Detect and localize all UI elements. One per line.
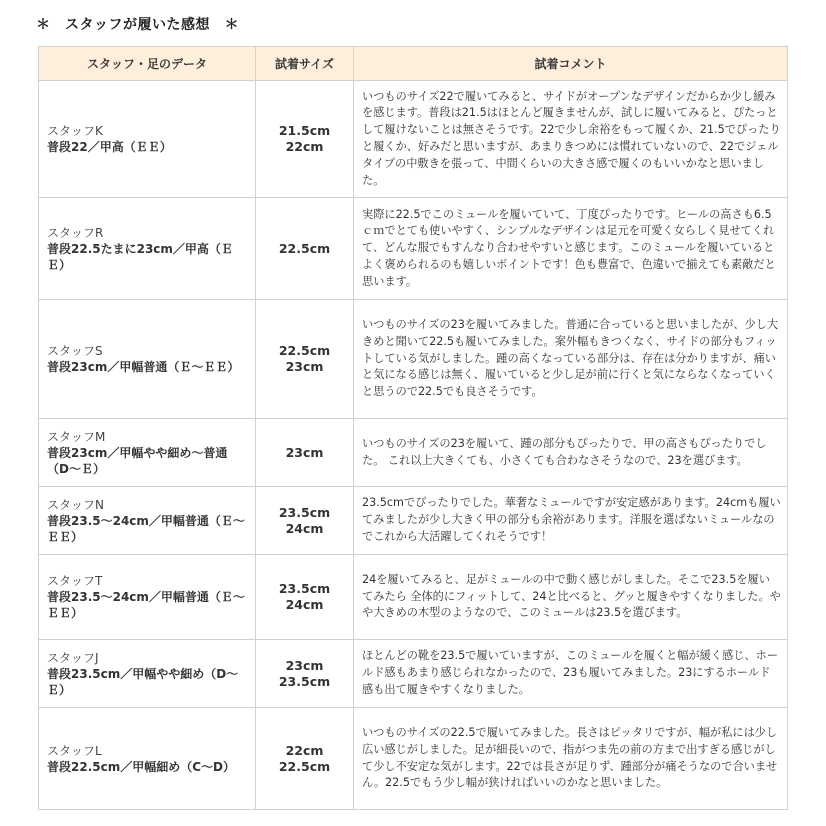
size-cell <box>256 555 354 640</box>
staff-cell <box>39 300 256 419</box>
table-row <box>39 198 788 300</box>
staff-cell <box>39 708 256 810</box>
table-row <box>39 640 788 708</box>
size-cell <box>256 198 354 300</box>
staff-cell <box>39 419 256 487</box>
trial-size: 23cm <box>285 657 324 673</box>
size-cell <box>256 640 354 708</box>
staff-foot-data: 普段23.5～24cm／甲幅普通（Ｅ～ＥＥ） <box>47 590 245 620</box>
size-cell <box>256 419 354 487</box>
trial-size: 22.5cm <box>278 343 331 358</box>
table-row <box>39 300 788 419</box>
staff-foot-data: 普段22／甲高（ＥＥ） <box>47 140 172 154</box>
table-row <box>39 555 788 640</box>
size-cell <box>256 487 354 555</box>
trial-size: 23.5cm <box>278 673 331 689</box>
trial-size: 22.5cm <box>278 758 331 774</box>
staff-name: スタッフM <box>47 429 106 444</box>
comment-cell: 23.5cmでぴったりでした。華奢なミュールですが安定感があります。24cmも履いてみましたが少し大きく甲の部分も余裕があります。洋服を選ばないミュールなのでこれから大活躍してくれそうです！ <box>354 487 788 555</box>
size-cell <box>256 81 354 198</box>
staff-cell <box>39 487 256 555</box>
staff-review-table <box>38 46 788 810</box>
trial-size: 23.5cm <box>278 504 331 520</box>
trial-size: 22.5cm <box>278 240 331 256</box>
trial-size: 23cm <box>285 444 324 460</box>
header-trial-comment: 試着コメント <box>354 47 788 81</box>
section-heading: ＊ スタッフが履いた感想 ＊ <box>36 17 239 33</box>
comment-cell: ほとんどの靴を23.5で履いていますが、このミュールを履くと幅が緩く感じ、ホールド感もあまり感じられなかったので、23も履いてみました。23にするホールド感も出て履きやすくなりました。 <box>354 640 788 708</box>
trial-size: 24cm <box>285 520 324 536</box>
staff-cell <box>39 198 256 300</box>
staff-name: スタッフK <box>47 124 103 138</box>
table-row <box>39 708 788 810</box>
size-cell <box>256 300 354 419</box>
staff-foot-data: 普段22.5cm／甲幅細め（C～D） <box>47 759 235 774</box>
staff-cell <box>39 640 256 708</box>
staff-foot-data: 普段23.5～24cm／甲幅普通（Ｅ～ＥＥ） <box>47 513 245 544</box>
comment-cell: いつものサイズ22で履いてみると、サイドがオープンなデザインだからか少し緩みを感じます。普段は21.5はほとんど履きませんが、試しに履いてみると、ぴたっとして履けないことは無さそうです。22で少し余裕をもって履くか、21.5でぴったりと履くか、好みだと思いますが、あまりきつめには慣れていないので、22でジェルタイプの中敷きを張って、中間くらいの大きさ感で履くのもいいかなと思いました。 <box>354 81 788 198</box>
table-row <box>39 81 788 198</box>
staff-name: スタッフN <box>47 497 104 512</box>
staff-foot-data: 普段23cm／甲幅やや細め～普通（D～Ｅ） <box>47 445 228 476</box>
trial-size: 24cm <box>285 597 324 612</box>
header-staff-data: スタッフ・足のデータ <box>39 47 256 81</box>
table-row <box>39 487 788 555</box>
trial-size: 21.5cm <box>278 123 331 138</box>
comment-cell: いつものサイズの23を履いて、踵の部分もぴったりで、甲の高さもぴったりでした。 これ以上大きくても、小さくても合わなさそうなので、23を選びます。 <box>354 419 788 487</box>
staff-foot-data: 普段23.5cm／甲幅やや細め（D～Ｅ） <box>47 666 239 697</box>
comment-cell: いつものサイズの23を履いてみました。普通に合っていると思いましたが、少し大きめと聞いて22.5も履いてみました。案外幅もきつくなく、サイドの部分もフィットしている気がしました。踵の高くなっている部分は、存在は分かりますが、痛いと気になる感じは無く、履いていると少し足が前に行くと気にならなくなっていくと思うので22.5でも良さそうです。 <box>354 300 788 419</box>
trial-size: 22cm <box>285 139 324 154</box>
trial-size: 22cm <box>285 742 324 758</box>
header-trial-size: 試着サイズ <box>256 47 354 81</box>
staff-name: スタッフT <box>47 574 103 588</box>
staff-cell <box>39 555 256 640</box>
trial-size: 23cm <box>285 359 324 374</box>
staff-cell <box>39 81 256 198</box>
staff-name: スタッフJ <box>47 650 99 665</box>
table-header-row <box>39 47 788 81</box>
table-row <box>39 419 788 487</box>
size-cell <box>256 708 354 810</box>
staff-name: スタッフL <box>47 743 102 758</box>
trial-size: 23.5cm <box>278 581 331 596</box>
staff-name: スタッフR <box>47 225 104 240</box>
staff-foot-data: 普段23cm／甲幅普通（Ｅ～ＥＥ） <box>47 360 240 374</box>
staff-foot-data: 普段22.5たまに23cm／甲高（ＥＥ） <box>47 241 233 272</box>
comment-cell: いつものサイズの22.5で履いてみました。長さはピッタリですが、幅が私には少し広い感じがしました。足が細長いので、指がつま先の前の方まで出すぎる感じがして少し不安定な気がします。22では長さが足りず、踵部分が痛そうなので合いません。22.5でもう少し幅が狭ければいいのかなと思いました。 <box>354 708 788 810</box>
comment-cell: 実際に22.5でこのミュールを履いていて、丁度ぴったりです。ヒールの高さも6.5ｃｍでとても使いやすく、シンプルなデザインは足元を可愛く女らしく見せてくれて、どんな服でもすんなり合わせやすいと感じます。このミュールを履いているとよく褒められるのも嬉しいポイントです！色も豊富で、色違いで揃えても素敵だと思います。 <box>354 198 788 300</box>
comment-cell: 24を履いてみると、足がミュールの中で動く感じがしました。そこで23.5を履いてみたら 全体的にフィットして、24と比べると、グッと履きやすくなりました。やや大きめの木型のようなので、このミュールは23.5を選びます。 <box>354 555 788 640</box>
staff-name: スタッフS <box>47 344 103 358</box>
